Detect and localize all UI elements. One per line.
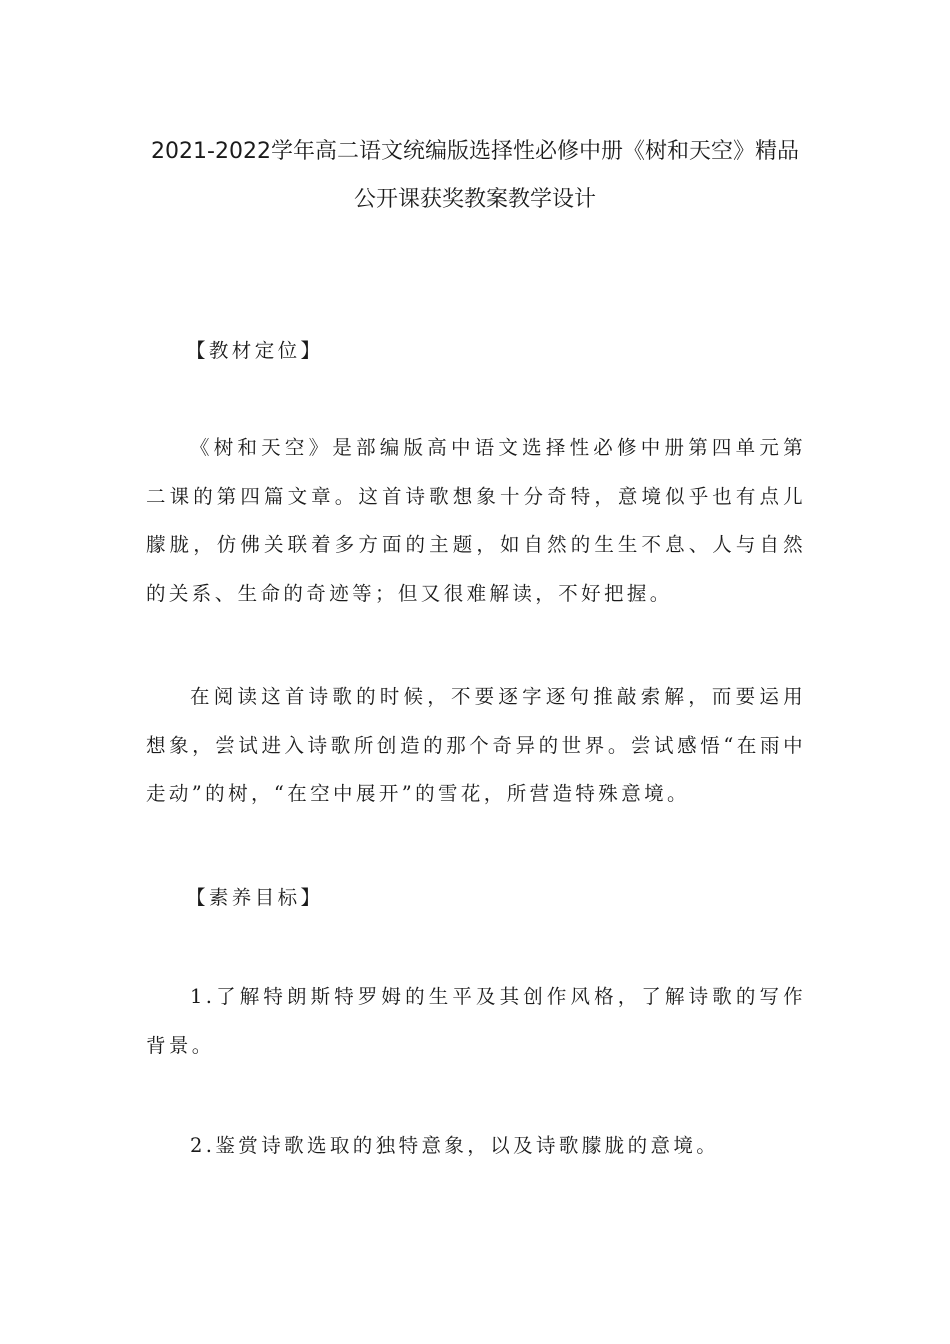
paragraph-reading-guidance: 在阅读这首诗歌的时候，不要逐字逐句推敲索解，而要运用想象，尝试进入诗歌所创造的那个奇异的世界。尝试感悟“在雨中走动”的树，“在空中展开”的雪花，所营造特殊意境。 bbox=[146, 685, 806, 805]
goal-item-1: 1.了解特朗斯特罗姆的生平及其创作风格，了解诗歌的写作背景。 bbox=[146, 985, 806, 1057]
section-heading-literacy-goals: 【素养目标】 bbox=[186, 886, 324, 909]
goal-item-2: 2.鉴赏诗歌选取的独特意象，以及诗歌朦胧的意境。 bbox=[190, 1134, 720, 1157]
section-heading-textbook-position: 【教材定位】 bbox=[186, 339, 324, 362]
document-title-line-2: 公开课获奖教案教学设计 bbox=[353, 187, 596, 212]
paragraph-textbook-position: 《树和天空》是部编版高中语文选择性必修中册第四单元第二课的第四篇文章。这首诗歌想象十分奇特，意境似乎也有点儿朦胧，仿佛关联着多方面的主题，如自然的生生不息、人与自然的关系、生命的奇迹等；但又很难解读，不好把握。 bbox=[146, 436, 806, 605]
document-title-line-1: 2021-2022学年高二语文统编版选择性必修中册《树和天空》精品 bbox=[151, 139, 799, 164]
